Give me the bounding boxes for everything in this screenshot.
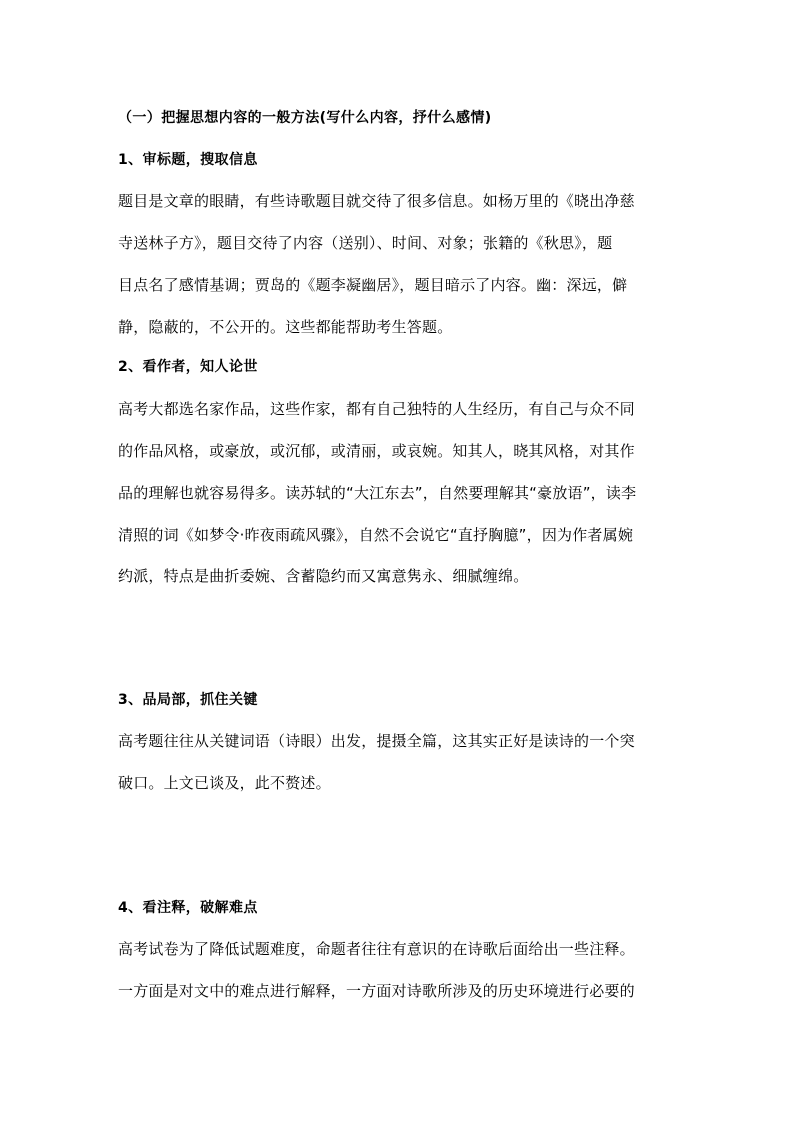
section-2-line-4: 清照的词《如梦令·昨夜雨疏风骤》，自然不会说它“直抒胸臆”，因为作者属婉 (118, 526, 634, 544)
section-4-line-2: 一方面是对文中的难点进行解释，一方面对诗歌所涉及的历史环境进行必要的 (118, 982, 635, 1000)
section-2-line-3: 品的理解也就容易得多。读苏轼的“大江东去”，自然要理解其“豪放语”，读李 (118, 484, 637, 502)
section-1-line-2: 寺送林子方》，题目交待了内容（送别）、时间、对象；张籍的《秋思》，题 (118, 234, 613, 252)
section-4-heading: 4、看注释，破解难点 (118, 900, 258, 916)
section-3-line-1: 高考题往往从关键词语（诗眼）出发，提摄全篇，这其实正好是读诗的一个突 (118, 732, 635, 750)
section-4-line-1: 高考试卷为了降低试题难度，命题者往往有意识的在诗歌后面给出一些注释。 (118, 940, 635, 958)
section-3-heading: 3、品局部，抓住关键 (118, 692, 258, 708)
section-2-line-1: 高考大都选名家作品，这些作家，都有自己独特的人生经历，有自己与众不同 (118, 400, 635, 418)
section-2-line-5: 约派，特点是曲折委婉、含蓄隐约而又寓意隽永、细腻缠绵。 (118, 567, 529, 585)
section-2-heading: 2、看作者，知人论世 (118, 359, 258, 375)
section-1-heading: 1、审标题，搜取信息 (118, 152, 258, 168)
section-1-line-3: 目点名了感情基调；贾岛的《题李凝幽居》，题目暗示了内容。幽：深远，僻 (118, 276, 628, 294)
section-1-line-4: 静，隐蔽的，不公开的。这些都能帮助考生答题。 (118, 318, 453, 336)
section-3-line-2: 破口。上文已谈及，此不赘述。 (118, 774, 331, 792)
section-1-line-1: 题目是文章的眼睛，有些诗歌题目就交待了很多信息。如杨万里的《晓出净慈 (118, 192, 635, 210)
section-2-line-2: 的作品风格，或豪放，或沉郁，或清丽，或哀婉。知其人，晓其风格，对其作 (118, 442, 635, 460)
document-title: （一）把握思想内容的一般方法(写什么内容，抒什么感情) (118, 110, 492, 126)
